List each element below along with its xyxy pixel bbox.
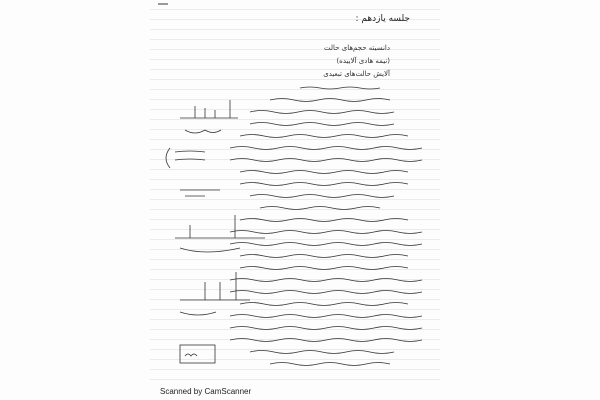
subtitle-line-1: دانسیته حجم‌های حالت bbox=[324, 44, 390, 52]
handwriting-strokes bbox=[230, 87, 422, 366]
energy-level-diagram-1 bbox=[180, 100, 238, 133]
bottom-sketch bbox=[180, 345, 215, 363]
margin-notes-block bbox=[166, 148, 220, 196]
subtitle-line-3: آلایش حالت‌های تبعیدی bbox=[323, 70, 390, 78]
scanner-caption: Scanned by CamScanner bbox=[160, 387, 252, 396]
page-title: جلسه یازدهم : bbox=[355, 14, 410, 24]
energy-level-diagram-2 bbox=[175, 215, 265, 252]
subtitle-line-2: (نیمه هادی آلاییده) bbox=[336, 57, 390, 65]
